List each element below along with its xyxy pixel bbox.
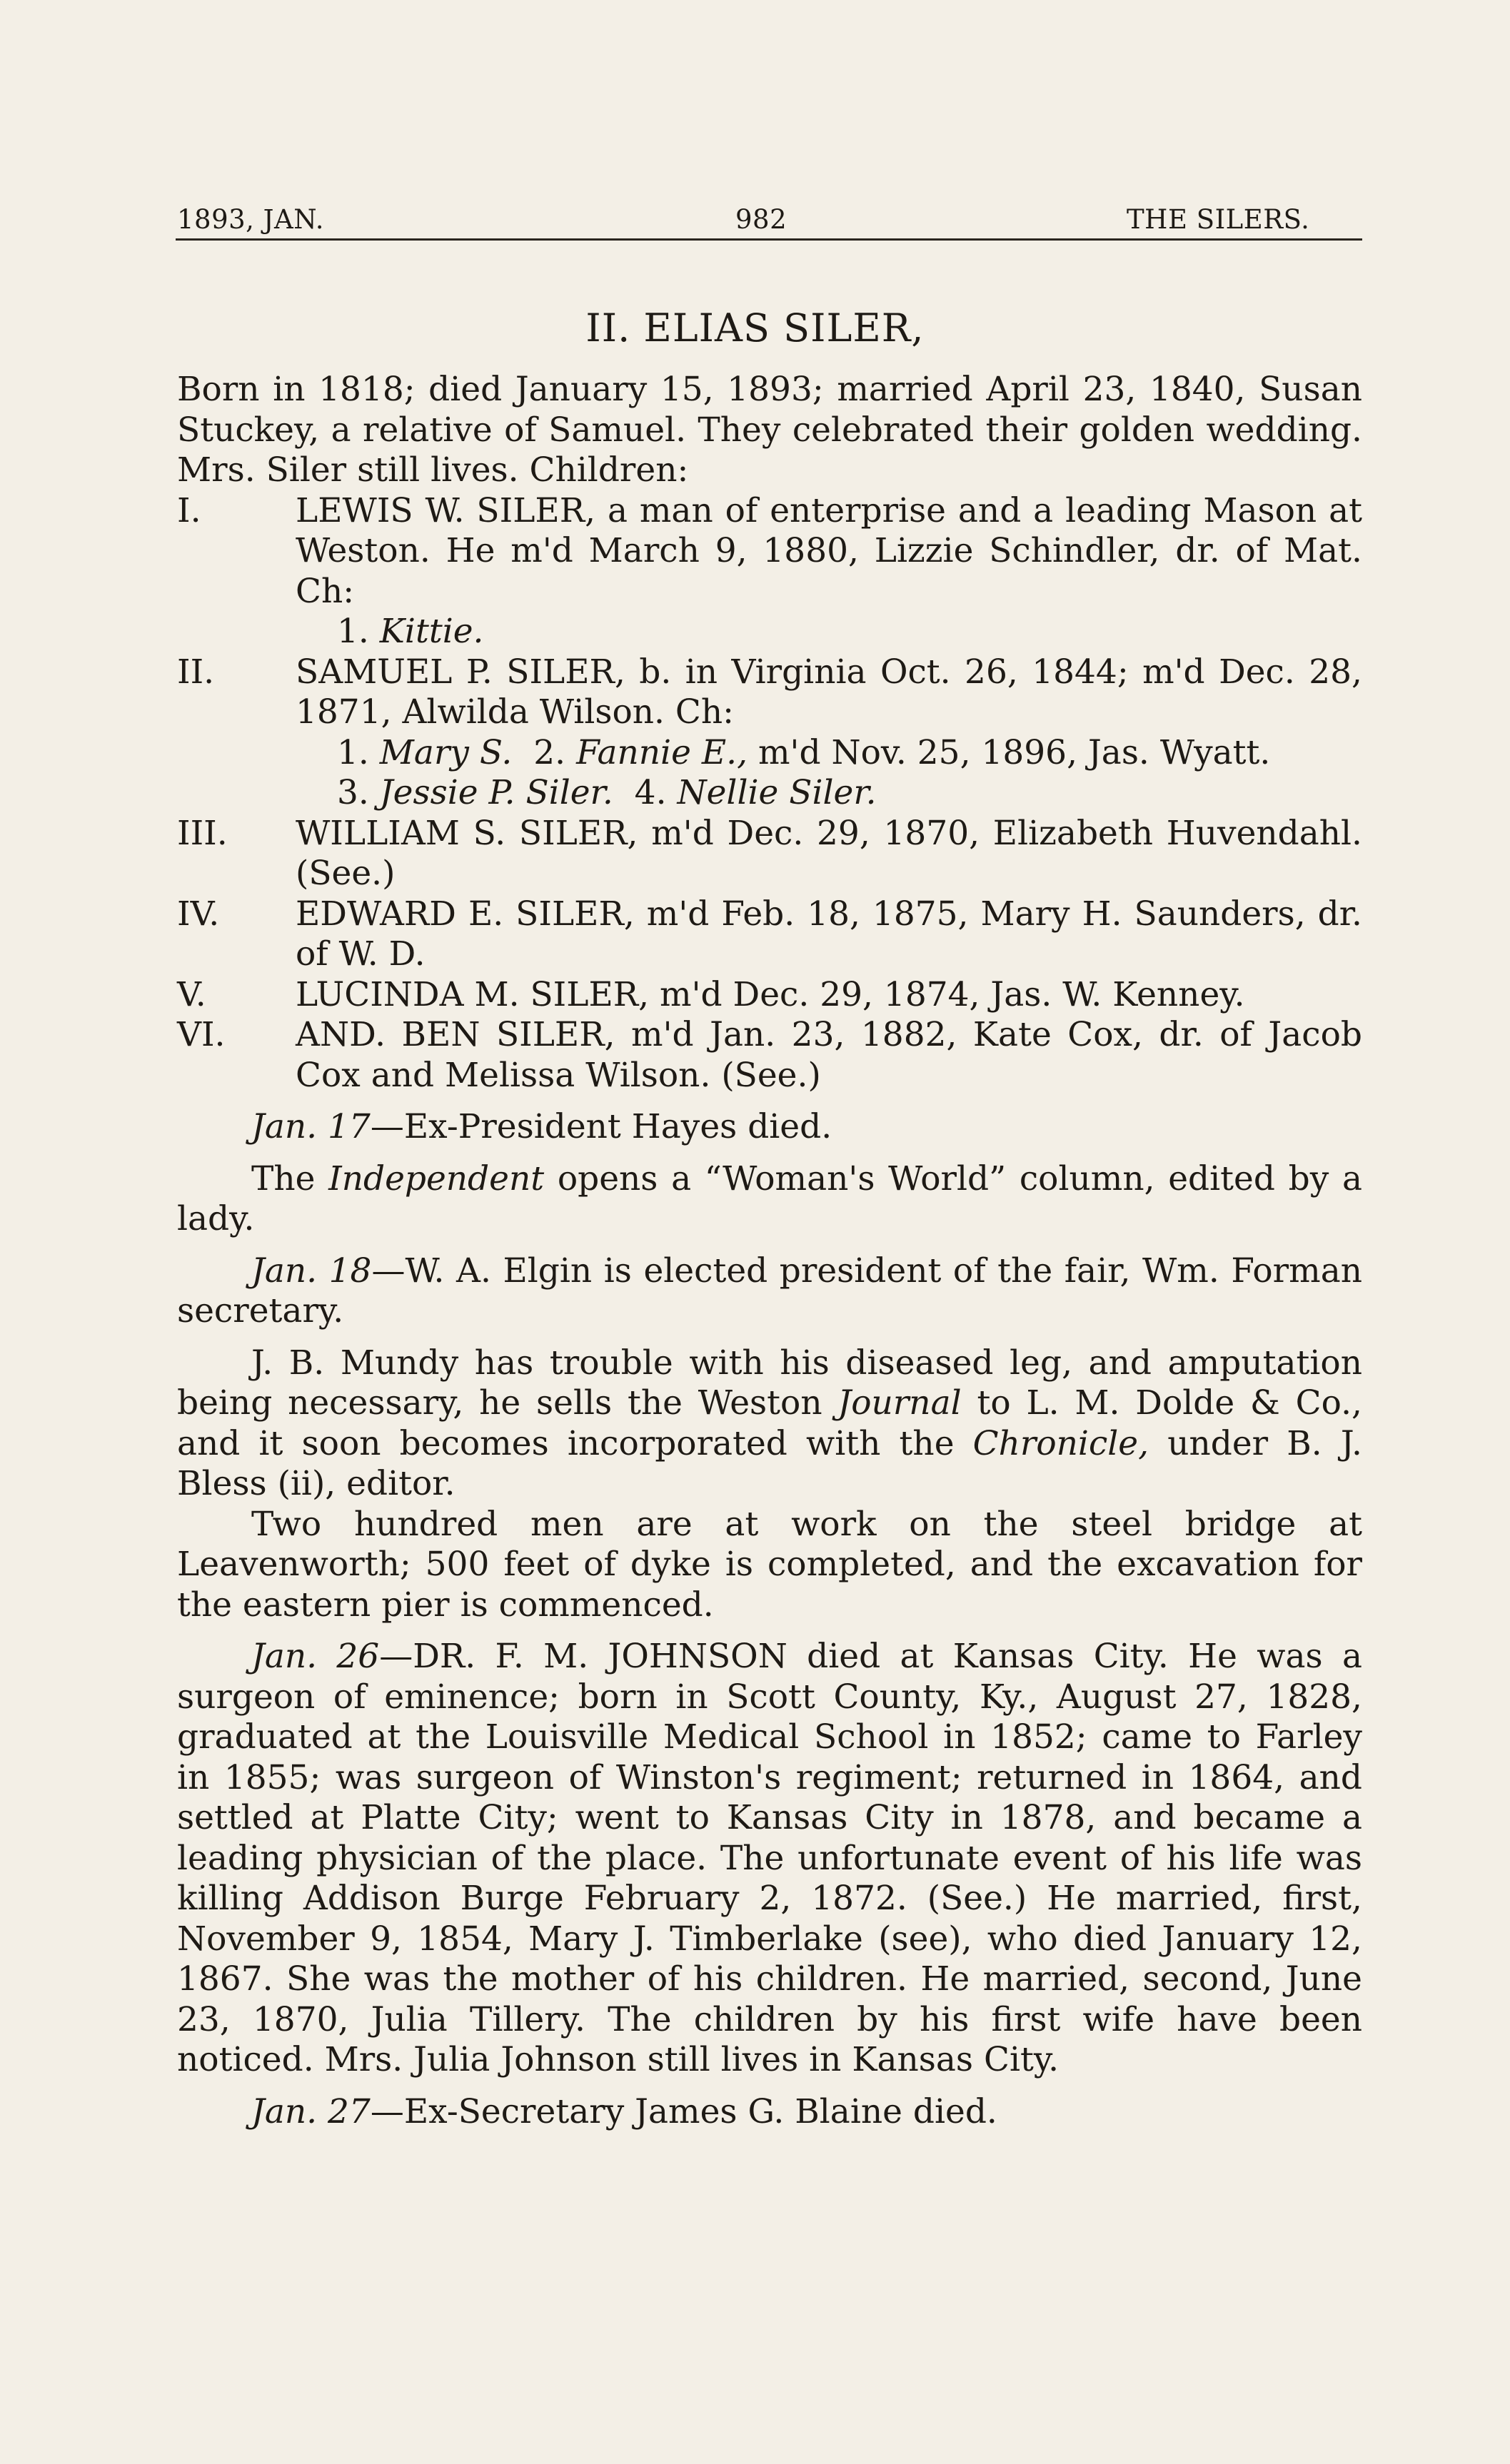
- entry-text: —W. A. Elgin is elected president of the fair, Wm. Forman secretary.: [177, 1251, 1362, 1331]
- child-entry-5: [177, 975, 1362, 1016]
- grandchild-name: Nellie Siler.: [677, 773, 877, 812]
- entry-text: to L. M. Dolde & Co., and it soon becomes incorporated with the: [177, 1383, 1362, 1463]
- entry-text: —Ex-President Hayes died.: [370, 1107, 832, 1146]
- entry-text: under B. J. Bless (ii), editor.: [177, 1423, 1362, 1503]
- entry-text: J. B. Mundy has trouble with his diseased leg, and amputation being necessary, he sells the Weston: [177, 1343, 1362, 1423]
- child-entry-4: [177, 894, 1362, 975]
- grandchild-name: Kittie.: [379, 612, 484, 651]
- child-numeral: I.: [177, 490, 201, 530]
- grandchildren-lewis: [177, 612, 1362, 652]
- child-numeral: V.: [177, 974, 206, 1014]
- header-rule: [176, 238, 1362, 241]
- entry-jan-17: [177, 1107, 1362, 1148]
- entry-date: Jan. 17: [251, 1107, 371, 1146]
- child-numeral: IV.: [177, 894, 220, 934]
- child-text: AND. BEN SILER, m'd Jan. 23, 1882, Kate Cox, dr. of Jacob Cox and Melissa Wilson. (See.): [296, 1015, 1362, 1095]
- child-text: LUCINDA M. SILER, m'd Dec. 29, 1874, Jas. W. Kenney.: [296, 974, 1245, 1014]
- child-entry-3: [177, 814, 1362, 894]
- entry-date: Jan. 18: [251, 1251, 372, 1291]
- grandchild-number: 3.: [337, 773, 369, 812]
- entry-date: Jan. 27: [251, 2091, 371, 2131]
- child-entry-1: [177, 491, 1362, 612]
- child-numeral: III.: [177, 813, 228, 853]
- entry-mundy: [177, 1343, 1362, 1505]
- entry-text: The: [251, 1158, 316, 1198]
- child-text: WILLIAM S. SILER, m'd Dec. 29, 1870, Elizabeth Huvendahl. (See.): [296, 813, 1362, 893]
- newspaper-name: Independent: [328, 1158, 545, 1198]
- grandchild-number: 4.: [634, 773, 667, 812]
- grandchild-number: 1.: [337, 732, 369, 772]
- entry-independent: [177, 1159, 1362, 1240]
- grandchild-marriage: m'd Nov. 25, 1896, Jas. Wyatt.: [757, 732, 1271, 772]
- entry-bridge: Two hundred men are at work on the steel bridge at Leavenworth; 500 feet of dyke is completed, and the excavation for the eastern pier is commenced.: [177, 1504, 1362, 1625]
- page-body: [177, 370, 1362, 2132]
- grandchildren-samuel-line1: [177, 733, 1362, 774]
- child-text: LEWIS W. SILER, a man of enterprise and a leading Mason at Weston. He m'd March 9, 1880, Lizzie Schindler, dr. of Mat. Ch:: [296, 490, 1362, 611]
- grandchild-name: Fannie E.,: [576, 732, 748, 772]
- grandchildren-samuel-line2: [177, 773, 1362, 814]
- section-title: II. ELIAS SILER,: [585, 306, 925, 350]
- entry-jan-18: [177, 1251, 1362, 1332]
- child-numeral: VI.: [177, 1015, 226, 1054]
- entry-text: opens a “Woman's World” column, edited by a lady.: [177, 1158, 1362, 1238]
- child-numeral: II.: [177, 652, 215, 692]
- grandchild-number: 2.: [533, 732, 566, 772]
- newspaper-name: Journal: [837, 1383, 962, 1423]
- grandchild-name: Mary S.: [379, 732, 513, 772]
- running-head-date: 1893, JAN.: [177, 204, 325, 235]
- intro-paragraph: Born in 1818; died January 15, 1893; married April 23, 1840, Susan Stuckey, a relative of Samuel. They celebrated their golden wedding. Mrs. Siler still lives. Children:: [177, 370, 1362, 490]
- child-entry-2: [177, 652, 1362, 733]
- child-text: EDWARD E. SILER, m'd Feb. 18, 1875, Mary H. Saunders, dr. of W. D.: [296, 894, 1362, 974]
- child-entry-6: [177, 1015, 1362, 1096]
- entry-jan-27: [177, 2092, 1362, 2133]
- grandchild-number: 1.: [337, 612, 369, 651]
- entry-date: Jan. 26: [251, 1637, 380, 1676]
- running-head-title: THE SILERS.: [1127, 204, 1310, 235]
- page-number: 982: [735, 204, 787, 235]
- entry-text: —DR. F. M. JOHNSON died at Kansas City. He was a surgeon of eminence; born in Scott County, Ky., August 27, 1828, graduated at the Louisville Medical School in 1852; came to Farley in 1855; was surgeon of Winston's regiment; returned in 1864, and settled at Platte City; went to Kansas City in 1878, and became a leading physician of the place. The unfortunate event of his life was killing Addison Burge February 2, 1872. (See.) He married, first, November 9, 1854, Mary J. Timberlake (see), who died January 12, 1867. She was the mother of his children. He married, second, June 23, 1870, Julia Tillery. The children by his first wife have been noticed. Mrs. Julia Johnson still lives in Kansas City.: [177, 1637, 1362, 2079]
- child-text: SAMUEL P. SILER, b. in Virginia Oct. 26, 1844; m'd Dec. 28, 1871, Alwilda Wilson. Ch:: [296, 652, 1362, 732]
- grandchild-name: Jessie P. Siler.: [379, 773, 613, 812]
- newspaper-name: Chronicle,: [972, 1423, 1149, 1463]
- entry-jan-26: [177, 1637, 1362, 2081]
- entry-text: —Ex-Secretary James G. Blaine died.: [370, 2091, 997, 2131]
